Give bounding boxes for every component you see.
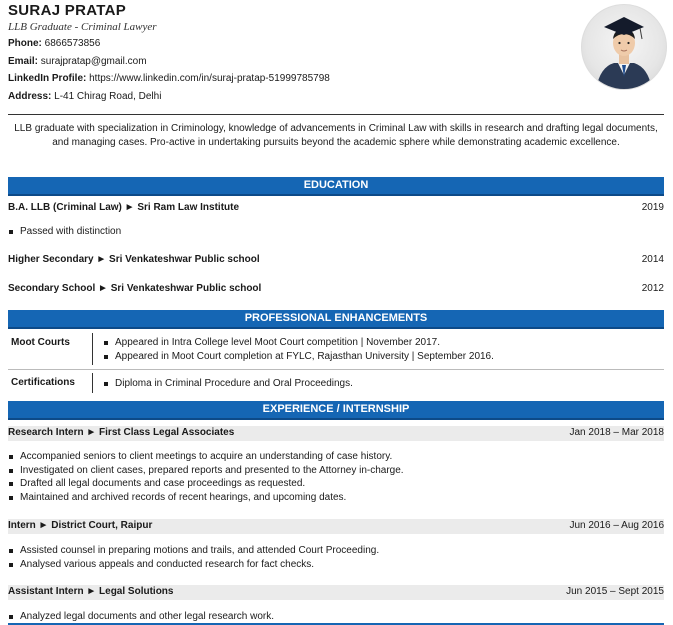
moot-courts-label: Moot Courts	[11, 337, 70, 348]
linkedin-line	[8, 73, 330, 84]
cert-divider	[92, 373, 93, 393]
linkedin-value[interactable]: https://www.linkedin.com/in/suraj-pratap-51999785798	[89, 73, 330, 84]
job-bullets	[8, 610, 274, 624]
job-bullet: Analysed various appeals and conducted research for fact checks.	[8, 558, 379, 572]
education-notes	[8, 225, 121, 239]
job-header	[8, 426, 664, 441]
education-item	[8, 202, 664, 216]
job-bullet: Analyzed legal documents and other legal research work.	[8, 610, 274, 624]
candidate-subtitle: LLB Graduate - Criminal Lawyer	[8, 21, 157, 33]
certifications-list	[103, 377, 353, 391]
job-title: Intern ► District Court, Raipur	[8, 520, 153, 531]
education-title: Secondary School ► Sri Venkateshwar Public school	[8, 283, 262, 294]
address-value: L-41 Chirag Road, Delhi	[54, 91, 162, 102]
job-header	[8, 519, 664, 534]
linkedin-label: LinkedIn Profile:	[8, 73, 87, 84]
moot-courts-list	[103, 336, 494, 363]
education-heading: EDUCATION	[8, 177, 664, 196]
enhancements-divider	[8, 369, 664, 370]
education-year: 2014	[641, 254, 664, 265]
profile-photo	[581, 4, 667, 90]
education-item	[8, 254, 664, 268]
job-dates: Jun 2015 – Sept 2015	[566, 586, 664, 597]
profile-summary: LLB graduate with specialization in Criminology, knowledge of advancements in Criminal Law with skills in research and drafting legal documents, and managing cases. Pro-active in undertaking pursuits beyond the academic sphere while demonstrating academic excellence.	[14, 123, 658, 148]
phone-line	[8, 38, 100, 49]
job-dates: Jan 2018 – Mar 2018	[569, 427, 664, 438]
job-bullet: Maintained and archived records of recent hearings, and upcoming dates.	[8, 491, 404, 505]
graduate-avatar-icon	[582, 5, 666, 89]
job-title: Assistant Intern ► Legal Solutions	[8, 586, 174, 597]
email-label: Email:	[8, 56, 39, 67]
candidate-name: SURAJ PRATAP	[8, 2, 127, 19]
job-bullet: Investigated on client cases, prepared reports and presented to the Attorney in-charge.	[8, 464, 404, 478]
education-title: Higher Secondary ► Sri Venkateshwar Public school	[8, 254, 260, 265]
email-value[interactable]: surajpratap@gmail.com	[40, 56, 147, 67]
experience-heading: EXPERIENCE / INTERNSHIP	[8, 401, 664, 420]
certifications-label: Certifications	[11, 377, 75, 388]
job-title: Research Intern ► First Class Legal Associates	[8, 427, 235, 438]
phone-value: 6866573856	[44, 38, 101, 49]
job-bullet: Drafted all legal documents and case proceedings as requested.	[8, 477, 404, 491]
job-bullet: Accompanied seniors to client meetings to acquire an understanding of case history.	[8, 450, 404, 464]
education-year: 2019	[641, 202, 664, 213]
header-divider	[8, 114, 664, 115]
moot-item: Appeared in Moot Court completion at FYLC, Rajasthan University | September 2016.	[103, 350, 494, 364]
job-dates: Jun 2016 – Aug 2016	[569, 520, 664, 531]
address-line	[8, 91, 161, 102]
job-bullet: Assisted counsel in preparing motions and trails, and attended Court Proceeding.	[8, 544, 379, 558]
moot-item: Appeared in Intra College level Moot Court competition | November 2017.	[103, 336, 494, 350]
job-bullets	[8, 544, 379, 571]
education-year: 2012	[641, 283, 664, 294]
education-note: Passed with distinction	[8, 225, 121, 239]
job-header	[8, 585, 664, 600]
education-title: B.A. LLB (Criminal Law) ► Sri Ram Law Institute	[8, 202, 240, 213]
address-label: Address:	[8, 91, 52, 102]
enhancements-heading: PROFESSIONAL ENHANCEMENTS	[8, 310, 664, 329]
phone-label: Phone:	[8, 38, 42, 49]
moot-divider	[92, 333, 93, 365]
education-item	[8, 283, 664, 297]
email-line	[8, 56, 147, 67]
job-bullets	[8, 450, 404, 504]
cert-item: Diploma in Criminal Procedure and Oral Proceedings.	[103, 377, 353, 391]
